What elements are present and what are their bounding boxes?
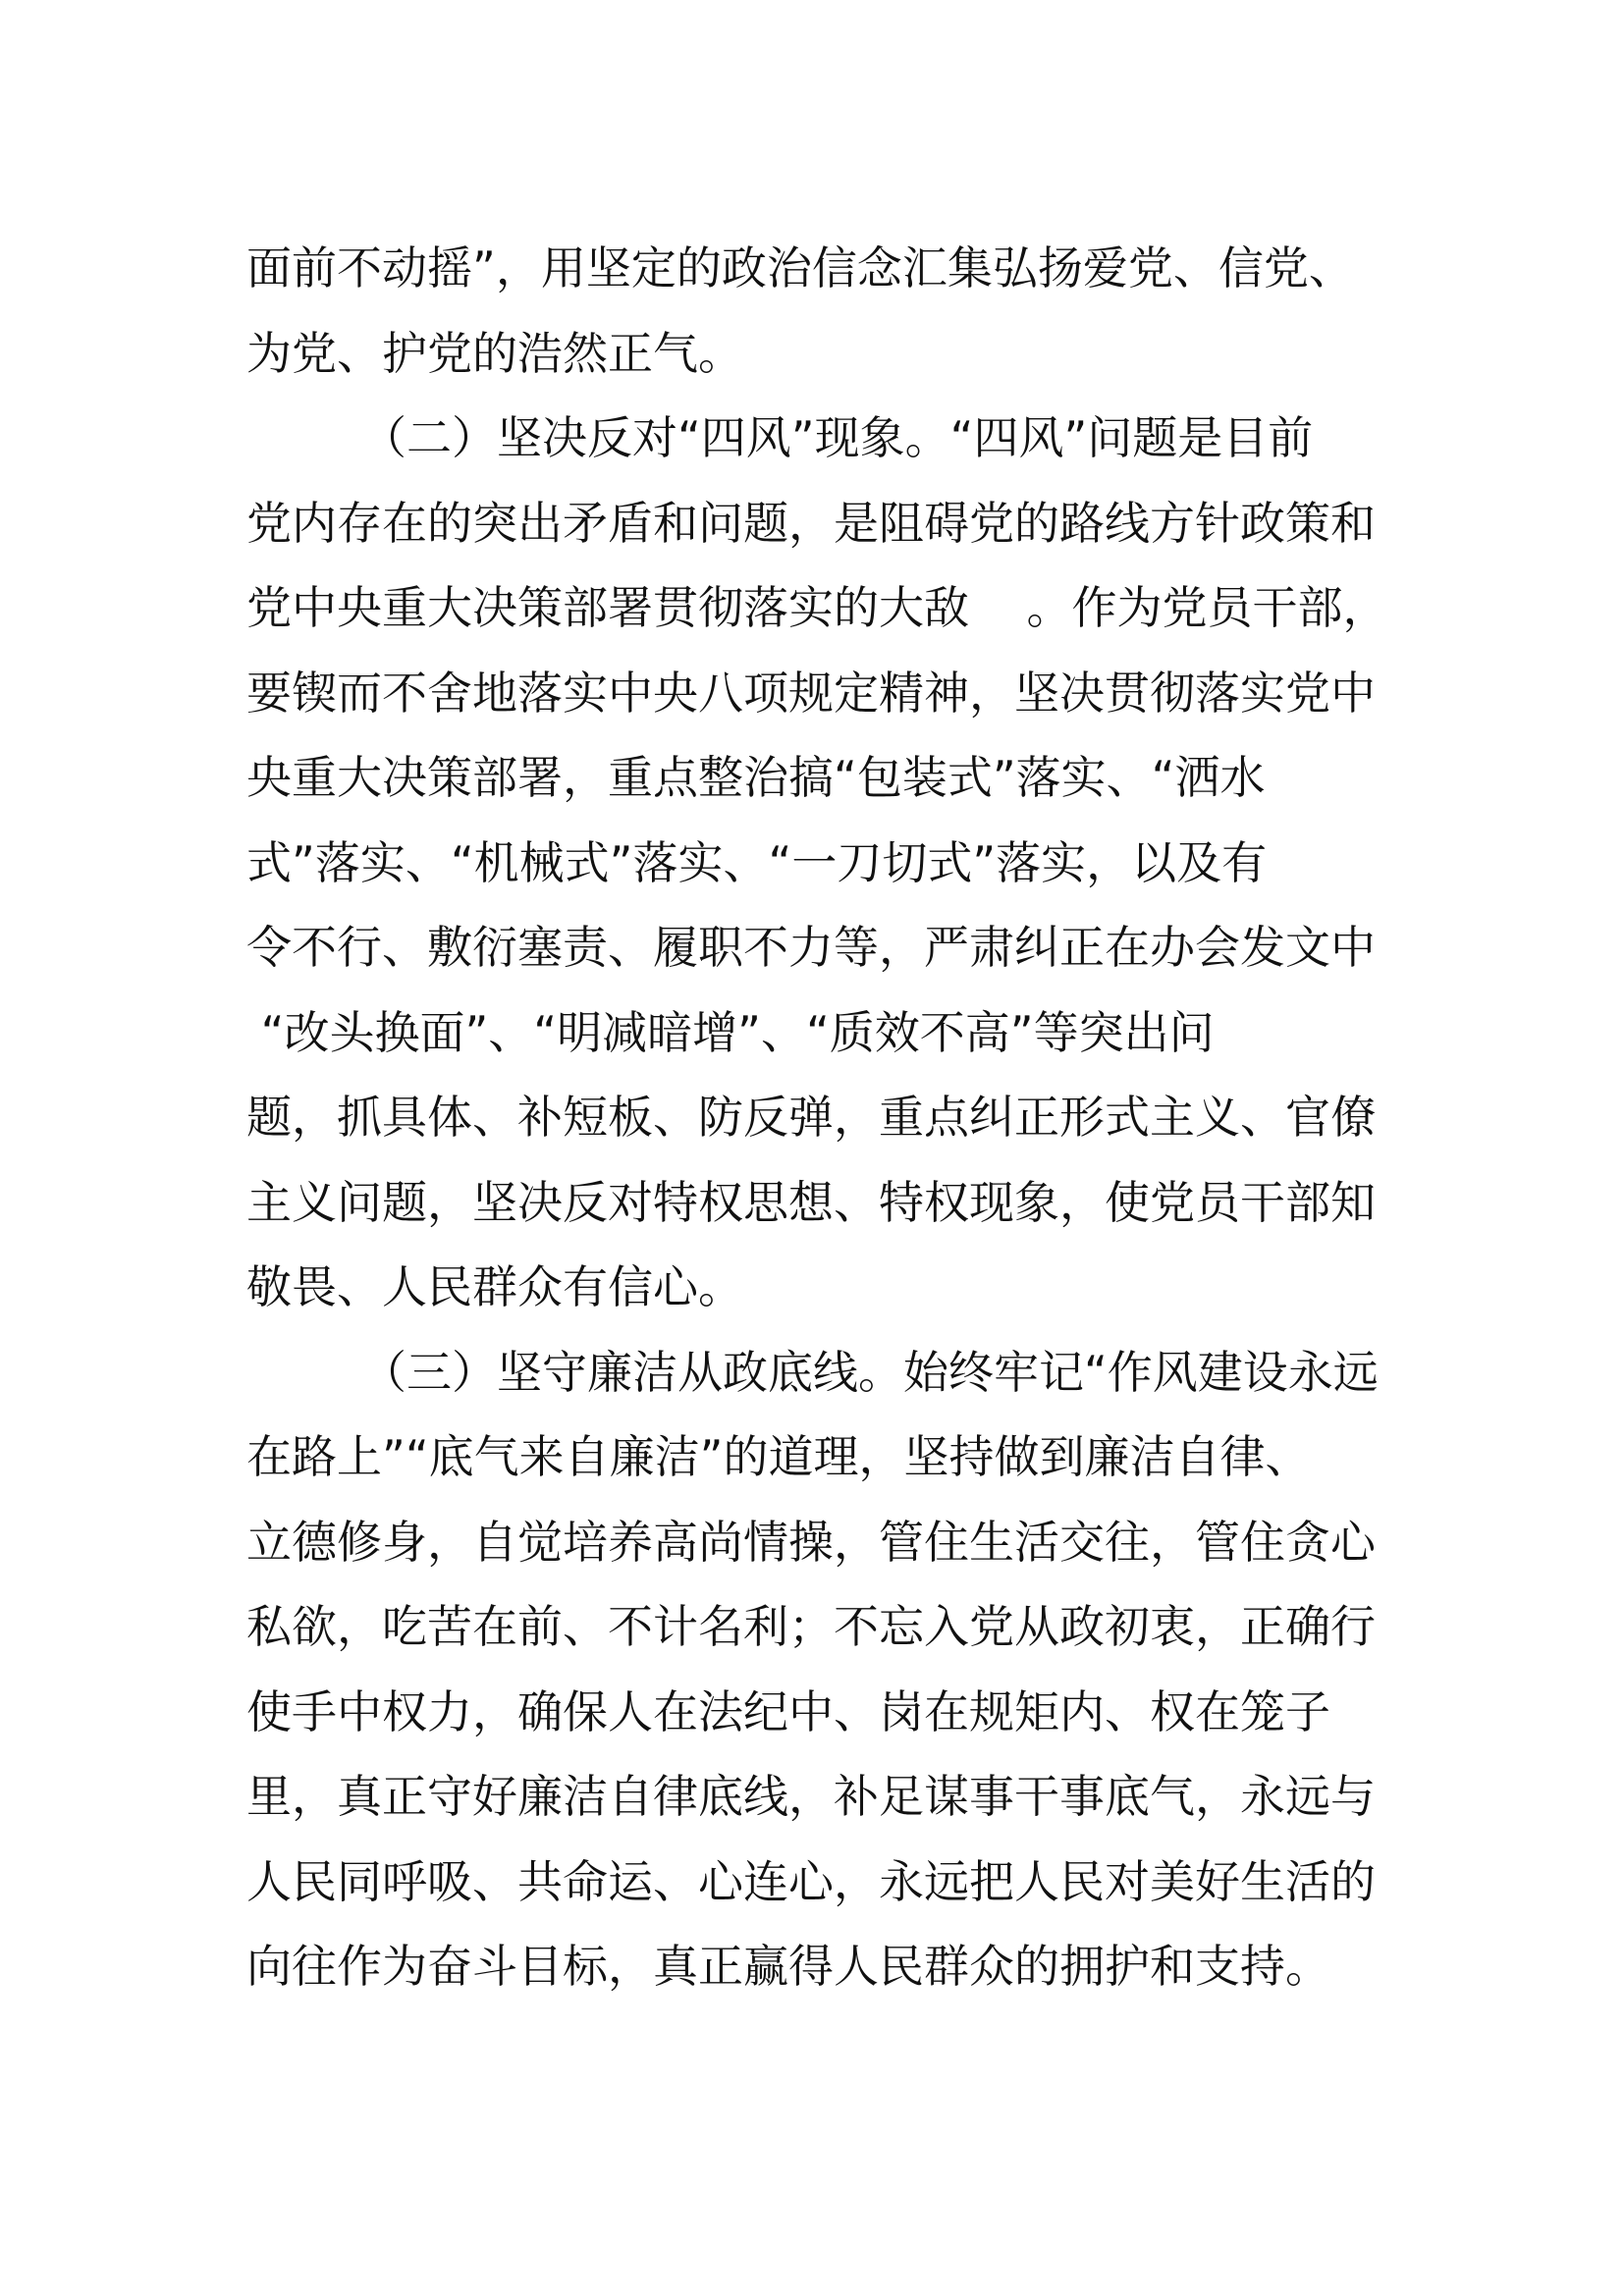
text-line: 主义问题，坚决反对特权思想、特权现象，使党员干部知 (246, 1175, 1376, 1229)
text-line: 党内存在的突出矛盾和问题，是阻碍党的路线方针政策和 (246, 496, 1376, 550)
text-line: 央重大决策部署，重点整治搞“包装式”落实、“洒水 (246, 751, 1266, 804)
text-line: “改头换面”、“明减暗增”、“质效不高”等突出问 (246, 1005, 1215, 1059)
text-line: 党中央重大决策部署贯彻落实的大敌 。作为党员干部， (246, 581, 1388, 634)
text-line: 式”落实、“机械式”落实、“一刀切式”落实，以及有 (246, 835, 1268, 889)
text-line: 里，真正守好廉洁自律底线，补足谋事干事底气，永远与 (246, 1770, 1376, 1823)
text-line: 敬畏、人民群众有信心。 (246, 1260, 743, 1313)
text-line: （三）坚守廉洁从政底线。始终牢记“作风建设永远 (246, 1345, 1379, 1399)
text-line: 立德修身，自觉培养高尚情操，管住生活交往，管住贪心 (246, 1515, 1376, 1569)
text-line: 人民同呼吸、共命运、心连心，永远把人民对美好生活的 (246, 1854, 1376, 1908)
text-line: 面前不动摇”，用坚定的政治信念汇集弘扬爱党、信党、 (246, 241, 1354, 294)
text-line: 题，抓具体、补短板、防反弹，重点纠正形式主义、官僚 (246, 1091, 1376, 1144)
text-line: 私欲，吃苦在前、不计名利；不忘入党从政初衷，正确行 (246, 1600, 1376, 1653)
text-line: 令不行、敷衍塞责、履职不力等，严肃纠正在办会发文中 (246, 921, 1376, 974)
text-line: 在路上”“底气来自廉洁”的道理，坚持做到廉洁自律、 (246, 1430, 1311, 1483)
text-line: 为党、护党的浩然正气。 (246, 326, 743, 380)
text-line: 向往作为奋斗目标，真正赢得人民群众的拥护和支持。 (246, 1940, 1330, 1993)
text-line: 使手中权力，确保人在法纪中、岗在规矩内、权在笼子 (246, 1684, 1330, 1738)
text-line: （二）坚决反对“四风”现象。“四风”问题是目前 (246, 411, 1314, 464)
document-body (246, 226, 1388, 2009)
text-line: 要锲而不舍地落实中央八项规定精神，坚决贯彻落实党中 (246, 666, 1376, 720)
